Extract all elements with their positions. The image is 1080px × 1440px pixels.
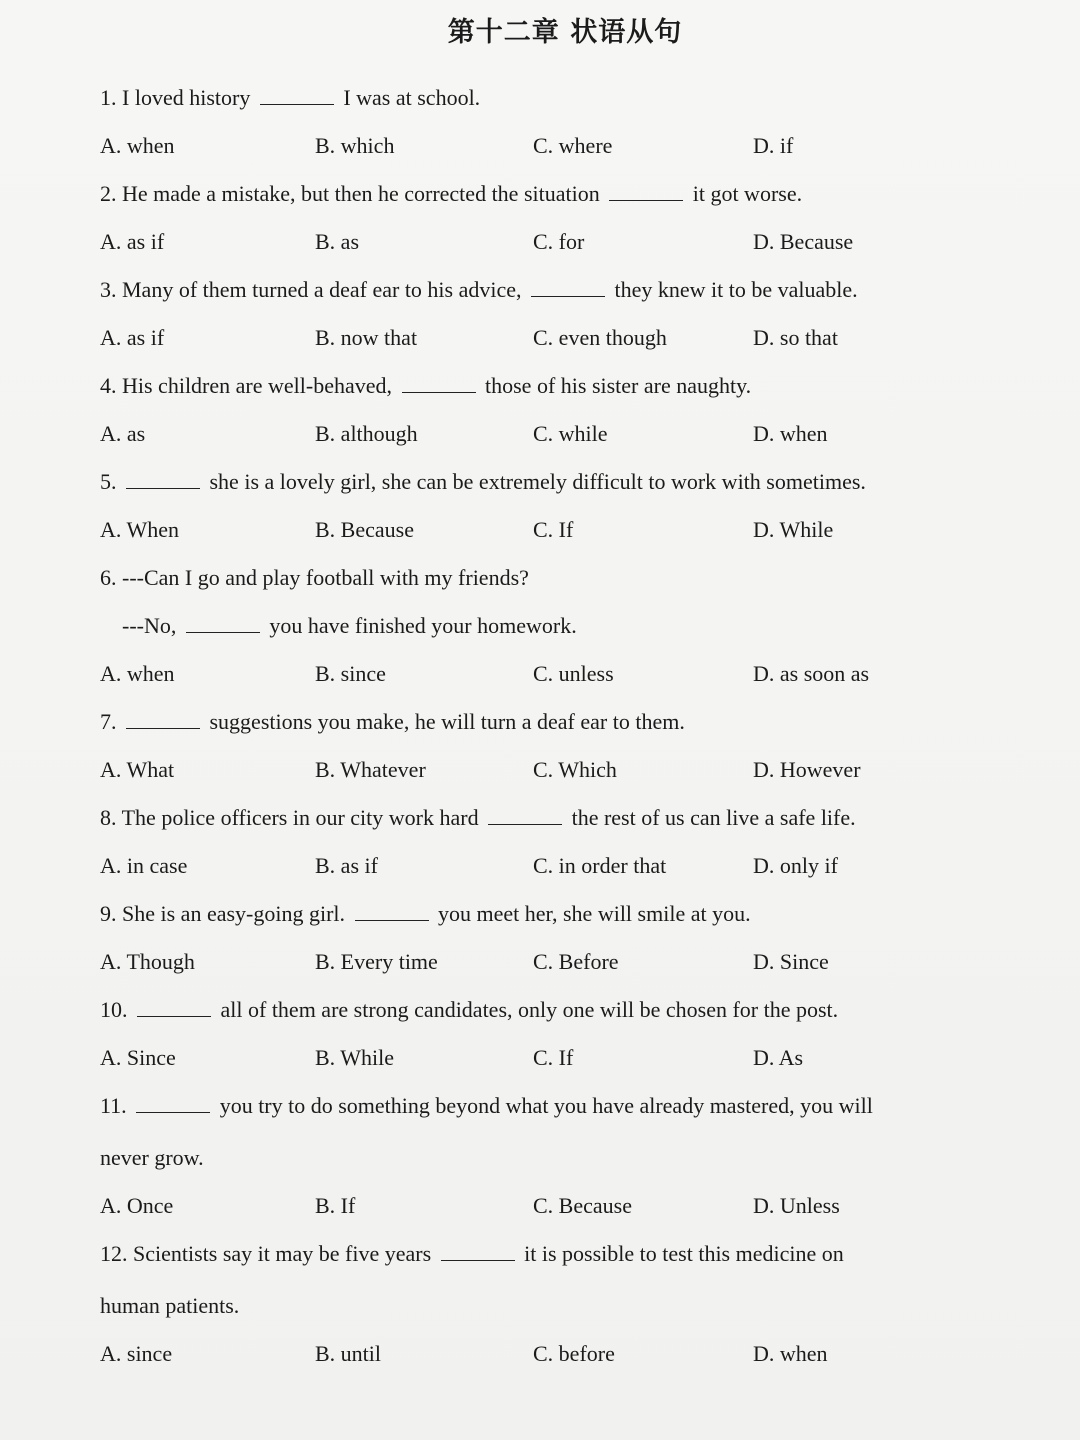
stem-text-after: I was at school. <box>343 85 481 110</box>
dialogue-reply <box>100 611 1010 641</box>
options-row <box>100 851 1010 881</box>
question-stem <box>100 563 1010 641</box>
option-d: D. Since <box>753 949 829 974</box>
option-b: B. which <box>315 133 395 158</box>
option-c: C. Which <box>533 757 617 782</box>
option-d: D. so that <box>753 325 838 350</box>
option-c: C. for <box>533 229 585 254</box>
answer-blank <box>126 468 200 489</box>
question-number: 11. <box>100 1093 127 1118</box>
stem-text-after: she is a lovely girl, she can be extremely difficult to work with sometimes. <box>209 469 866 494</box>
question-number: 5. <box>100 469 117 494</box>
stem-text-before: The police officers in our city work hard <box>121 805 479 830</box>
options-row <box>100 323 1010 353</box>
stem-text-before: I loved history <box>122 85 251 110</box>
question-number: 1. <box>100 85 117 110</box>
question-6 <box>100 563 1010 689</box>
question-12 <box>100 1239 1010 1369</box>
options-row <box>100 755 1010 785</box>
option-b: B. If <box>315 1193 356 1218</box>
question-stem <box>100 899 1010 929</box>
answer-blank <box>609 180 683 201</box>
options-row <box>100 1043 1010 1073</box>
option-c: C. Before <box>533 949 619 974</box>
question-stem <box>100 803 1010 833</box>
option-a: A. What <box>100 757 175 782</box>
option-b: B. While <box>315 1045 395 1070</box>
option-d: D. only if <box>753 853 838 878</box>
question-10 <box>100 995 1010 1073</box>
stem-text-before: His children are well-behaved, <box>122 373 392 398</box>
reply-text-before: ---No, <box>122 613 177 638</box>
option-b: B. as if <box>315 853 378 878</box>
option-b: B. since <box>315 661 386 686</box>
option-c: C. while <box>533 421 608 446</box>
answer-blank <box>260 84 334 105</box>
answer-blank <box>136 1092 210 1113</box>
question-number: 12. <box>100 1241 128 1266</box>
stem-text-after: all of them are strong candidates, only one will be chosen for the post. <box>220 997 839 1022</box>
question-8 <box>100 803 1010 881</box>
option-c: C. even though <box>533 325 667 350</box>
options-row <box>100 227 1010 257</box>
question-number: 6. <box>100 565 117 590</box>
question-number: 3. <box>100 277 117 302</box>
question-number: 7. <box>100 709 117 734</box>
option-d: D. if <box>753 133 794 158</box>
answer-blank <box>355 900 429 921</box>
options-row <box>100 1191 1010 1221</box>
answer-blank <box>531 276 605 297</box>
stem-continuation: human patients. <box>100 1293 240 1318</box>
option-a: A. Though <box>100 949 195 974</box>
option-b: B. Every time <box>315 949 438 974</box>
stem-text-after: it is possible to test this medicine on <box>524 1241 844 1266</box>
option-c: C. If <box>533 1045 574 1070</box>
option-c: C. before <box>533 1341 615 1366</box>
option-d: D. when <box>753 1341 828 1366</box>
option-c: C. Because <box>533 1193 632 1218</box>
options-row <box>100 947 1010 977</box>
stem-text-before: She is an easy-going girl. <box>122 901 346 926</box>
question-stem <box>100 371 1010 401</box>
question-number: 4. <box>100 373 117 398</box>
stem-text-after: the rest of us can live a safe life. <box>571 805 856 830</box>
options-row <box>100 515 1010 545</box>
question-9 <box>100 899 1010 977</box>
stem-continuation: never grow. <box>100 1145 204 1170</box>
option-a: A. as if <box>100 325 165 350</box>
option-b: B. as <box>315 229 359 254</box>
question-2 <box>100 179 1010 257</box>
option-d: D. when <box>753 421 828 446</box>
question-stem <box>100 1239 1010 1321</box>
option-b: B. until <box>315 1341 382 1366</box>
answer-blank <box>126 708 200 729</box>
stem-text-after: those of his sister are naughty. <box>485 373 752 398</box>
options-row <box>100 419 1010 449</box>
option-c: C. unless <box>533 661 614 686</box>
options-row <box>100 1339 1010 1369</box>
option-d: D. Unless <box>753 1193 840 1218</box>
question-stem <box>100 707 1010 737</box>
question-stem <box>100 1091 1010 1173</box>
options-row <box>100 659 1010 689</box>
option-c: C. where <box>533 133 613 158</box>
question-number: 2. <box>100 181 117 206</box>
reply-text-after: you have finished your homework. <box>269 613 577 638</box>
option-a: A. as <box>100 421 146 446</box>
option-a: A. Since <box>100 1045 176 1070</box>
answer-blank <box>441 1240 515 1261</box>
chapter-title: 第十二章 状语从句 <box>447 17 683 48</box>
option-b: B. now that <box>315 325 418 350</box>
option-d: D. However <box>753 757 861 782</box>
answer-blank <box>402 372 476 393</box>
answer-blank <box>488 804 562 825</box>
option-d: D. as soon as <box>753 661 870 686</box>
option-a: A. as if <box>100 229 165 254</box>
question-11 <box>100 1091 1010 1221</box>
question-4 <box>100 371 1010 449</box>
option-a: A. When <box>100 517 180 542</box>
option-a: A. when <box>100 661 175 686</box>
answer-blank <box>137 996 211 1017</box>
options-row <box>100 131 1010 161</box>
question-number: 8. <box>100 805 117 830</box>
question-number: 9. <box>100 901 117 926</box>
option-a: A. since <box>100 1341 173 1366</box>
question-number: 10. <box>100 997 128 1022</box>
option-c: C. If <box>533 517 574 542</box>
stem-text-before: Scientists say it may be five years <box>133 1241 432 1266</box>
option-d: D. While <box>753 517 834 542</box>
question-stem <box>100 275 1010 305</box>
option-c: C. in order that <box>533 853 667 878</box>
stem-text-before: He made a mistake, but then he corrected the situation <box>122 181 600 206</box>
stem-text-after: you try to do something beyond what you have already mastered, you will <box>219 1093 873 1118</box>
question-stem <box>100 83 1010 113</box>
question-stem <box>100 467 1010 497</box>
option-b: B. although <box>315 421 418 446</box>
question-7 <box>100 707 1010 785</box>
question-1 <box>100 83 1010 161</box>
option-a: A. in case <box>100 853 188 878</box>
stem-text-after: they knew it to be valuable. <box>614 277 858 302</box>
question-stem <box>100 179 1010 209</box>
question-3 <box>100 275 1010 353</box>
option-b: B. Whatever <box>315 757 426 782</box>
answer-blank <box>186 612 260 633</box>
stem-text-after: it got worse. <box>692 181 803 206</box>
option-d: D. Because <box>753 229 854 254</box>
option-a: A. when <box>100 133 175 158</box>
option-a: A. Once <box>100 1193 174 1218</box>
stem-text-before: Many of them turned a deaf ear to his advice, <box>122 277 522 302</box>
question-stem <box>100 995 1010 1025</box>
option-b: B. Because <box>315 517 414 542</box>
stem-text-after: you meet her, she will smile at you. <box>438 901 751 926</box>
stem-text-before: ---Can I go and play football with my friends? <box>122 565 529 590</box>
stem-text-after: suggestions you make, he will turn a deaf ear to them. <box>209 709 685 734</box>
question-5 <box>100 467 1010 545</box>
option-d: D. As <box>753 1045 804 1070</box>
